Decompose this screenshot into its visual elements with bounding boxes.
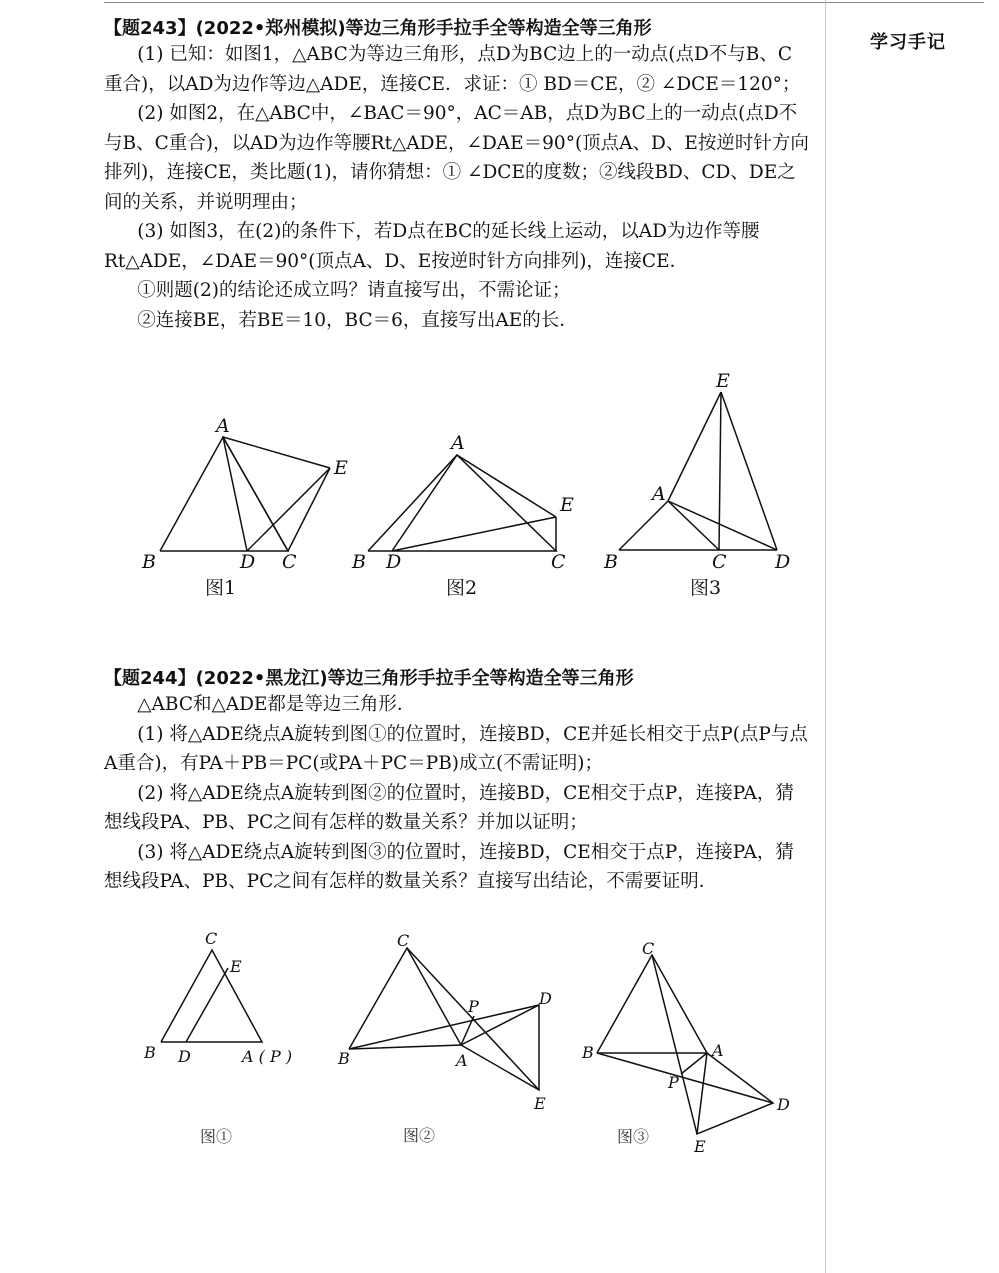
fig1-label-b: B bbox=[142, 551, 156, 573]
figC-label-c: C bbox=[642, 939, 655, 958]
problem-244-part-1: (1) 将△ADE绕点A旋转到图①的位置时，连接BD，CE并延长相交于点P(点P与点A重合)，有PA＋PB＝PC(或PA＋PC＝PB)成立(不需证明)； bbox=[104, 723, 808, 774]
figC-segment-pa bbox=[681, 1053, 707, 1074]
figC-label-p: P bbox=[668, 1073, 679, 1092]
problem-244-heading: 【题244】(2022•黑龙江)等边三角形手拉手全等构造全等三角形 bbox=[104, 668, 634, 689]
figC-label-d: D bbox=[777, 1095, 790, 1114]
figA-label-a: A ( P ) bbox=[242, 1047, 293, 1066]
fig3-label-d: D bbox=[775, 551, 791, 573]
problem-244-part-3: (3) 将△ADE绕点A旋转到图③的位置时，连接BD，CE相交于点P，连接PA，猜想线段PA、PB、PC之间有怎样的数量关系？直接写出结论，不需要证明． bbox=[104, 841, 794, 892]
figA-label-b: B bbox=[144, 1043, 156, 1062]
figA-label-c: C bbox=[205, 929, 218, 948]
figC-triangle-abc bbox=[597, 955, 707, 1053]
fig2-caption: 图2 bbox=[446, 577, 478, 599]
fig2-label-e: E bbox=[560, 494, 574, 516]
figB-label-c: C bbox=[397, 931, 410, 950]
fig2-label-c: C bbox=[551, 551, 566, 573]
fig3-label-e: E bbox=[716, 370, 730, 392]
figB-label-b: B bbox=[338, 1049, 350, 1068]
figB-label-p: P bbox=[468, 997, 479, 1016]
figC-label-a: A bbox=[712, 1041, 724, 1060]
fig3-label-c: C bbox=[712, 551, 727, 573]
problem-243-part-3: (3) 如图3，在(2)的条件下，若D点在BC的延长线上运动，以AD为边作等腰Rt△ADE，∠DAE＝90°(顶点A、D、E按逆时针方向排列)，连接CE． bbox=[104, 221, 760, 272]
fig1-label-c: C bbox=[282, 551, 297, 573]
fig1-label-a: A bbox=[216, 415, 230, 437]
figA-caption: 图① bbox=[200, 1127, 233, 1146]
fig1-caption: 图1 bbox=[205, 577, 237, 599]
figB-label-e: E bbox=[534, 1094, 546, 1113]
fig2-label-b: B bbox=[352, 551, 366, 573]
figC-label-b: B bbox=[582, 1043, 594, 1062]
problem-244-intro: △ABC和△ADE都是等边三角形． bbox=[137, 694, 416, 715]
problem-243-part-3-q2: ②连接BE，若BE＝10，BC＝6，直接写出AE的长． bbox=[137, 309, 578, 331]
fig2-label-d: D bbox=[386, 551, 402, 573]
figB-label-a: A bbox=[456, 1051, 468, 1070]
problem-243-part-3-q1: ①则题(2)的结论还成立吗？请直接写出，不需论证； bbox=[137, 280, 571, 301]
figA-label-d: D bbox=[178, 1047, 191, 1066]
notes-sidebar-title: 学习手记 bbox=[870, 32, 946, 53]
fig1-label-e: E bbox=[334, 457, 348, 479]
figC-caption: 图③ bbox=[617, 1127, 650, 1146]
problem-243-part-1: (1) 已知：如图1，△ABC为等边三角形，点D为BC边上的一动点(点D不与B、C重合)，以AD为边作等边△ADE，连接CE．求证：① BD＝CE，② ∠DCE＝120°； bbox=[104, 44, 801, 95]
figC-label-e: E bbox=[694, 1137, 706, 1156]
fig2-label-a: A bbox=[451, 432, 465, 454]
figB-caption: 图② bbox=[403, 1126, 436, 1145]
figA-label-e: E bbox=[230, 957, 242, 976]
problem-243-heading: 【题243】(2022•郑州模拟)等边三角形手拉手全等构造全等三角形 bbox=[104, 18, 652, 39]
figC-segment-bd bbox=[597, 1053, 773, 1103]
fig3-label-b: B bbox=[604, 551, 618, 573]
figC-segment-ce bbox=[652, 955, 697, 1134]
fig3-caption: 图3 bbox=[690, 577, 722, 599]
figB-label-d: D bbox=[539, 989, 552, 1008]
figC-triangle-ade bbox=[697, 1053, 773, 1134]
problem-243-part-2: (2) 如图2，在△ABC中，∠BAC＝90°，AC＝AB，点D为BC上的一动点(点D不与B、C重合)，以AD为边作等腰Rt△ADE，∠DAE＝90°(顶点A、D、E按逆时针方向排列)，连接CE，类比题(1)，请你猜想：① ∠DCE的度数；②线段BD、CD、DE之间的关系，并说明理由； bbox=[104, 103, 809, 213]
fig1-label-d: D bbox=[240, 551, 256, 573]
fig3-label-a: A bbox=[652, 483, 666, 505]
problem-244-part-2: (2) 将△ADE绕点A旋转到图②的位置时，连接BD，CE相交于点P，连接PA，猜想线段PA、PB、PC之间有怎样的数量关系？并加以证明； bbox=[104, 782, 794, 833]
